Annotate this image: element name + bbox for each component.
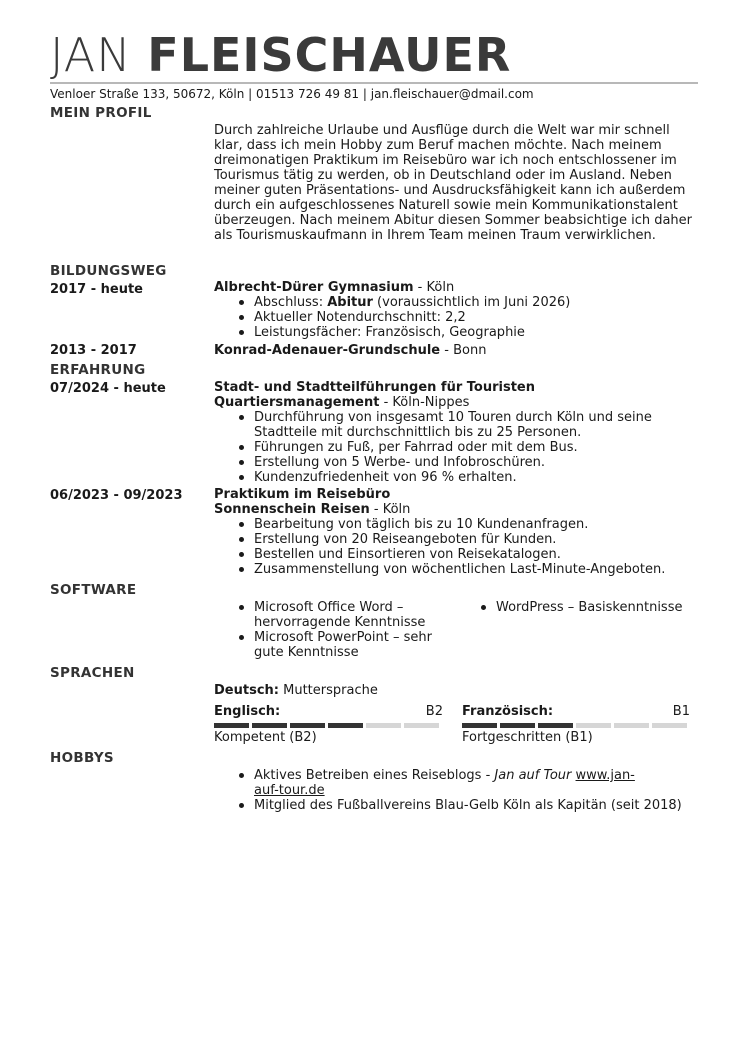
experience-bullets	[214, 410, 700, 485]
list-item: Erstellung von 5 Werbe- und Infobroschüren.	[214, 455, 700, 470]
level-segment-empty	[404, 723, 439, 728]
education-bullets	[214, 295, 700, 340]
level-segment-filled	[462, 723, 497, 728]
experience-entry	[214, 487, 700, 577]
education-date: 2013 - 2017	[50, 343, 137, 358]
list-item: Kundenzufriedenheit von 96 % erhalten.	[214, 470, 700, 485]
languages-heading: SPRACHEN	[50, 665, 135, 681]
list-item: WordPress – Basiskenntnisse	[456, 600, 700, 615]
education-entry	[214, 343, 700, 358]
list-item: Erstellung von 20 Reiseangeboten für Kunden.	[214, 532, 700, 547]
native-language-name: Deutsch:	[214, 683, 279, 698]
native-language	[214, 683, 700, 698]
list-item: Aktueller Notendurchschnitt: 2,2	[214, 310, 700, 325]
experience-entry	[214, 380, 700, 485]
blog-link[interactable]: auf-tour.de	[254, 783, 325, 798]
education-date: 2017 - heute	[50, 282, 143, 297]
list-item: Microsoft Office Word – hervorragende Kenntnisse	[214, 600, 454, 630]
header-divider	[50, 82, 698, 84]
company-name: Sonnenschein Reisen	[214, 502, 370, 517]
software-list-left	[214, 600, 454, 660]
candidate-name	[50, 28, 511, 82]
school-place: - Bonn	[440, 343, 487, 358]
education-heading: BILDUNGSWEG	[50, 263, 167, 279]
list-item: Mitglied des Fußballvereins Blau-Gelb Köln als Kapitän (seit 2018)	[214, 798, 700, 813]
company-place: - Köln-Nippes	[379, 395, 470, 410]
list-item: Leistungsfächer: Französisch, Geographie	[214, 325, 700, 340]
list-item: Microsoft PowerPoint – sehr gute Kenntnisse	[214, 630, 454, 660]
job-title: Praktikum im Reisebüro	[214, 487, 391, 502]
language-name: Französisch:	[462, 704, 554, 719]
level-segment-filled	[328, 723, 363, 728]
level-segment-filled	[538, 723, 573, 728]
language-level: B1	[672, 704, 690, 719]
contact-line: Venloer Straße 133, 50672, Köln | 01513 726 49 81 | jan.fleischauer@dmail.com	[50, 87, 534, 101]
experience-heading: ERFAHRUNG	[50, 362, 146, 378]
hobbies-heading: HOBBYS	[50, 750, 114, 766]
company-place: - Köln	[369, 502, 411, 517]
language-level-bar	[462, 723, 690, 728]
list-item: Aktives Betreiben eines Reiseblogs - Jan auf Tour www.jan- auf-tour.de	[214, 768, 700, 798]
language-skill-french	[462, 704, 690, 745]
hobbies-list	[214, 768, 700, 813]
language-name: Englisch:	[214, 704, 281, 719]
school-name: Konrad-Adenauer-Grundschule	[214, 343, 441, 358]
level-segment-filled	[290, 723, 325, 728]
software-list-right	[456, 600, 700, 615]
company-name: Quartiersmanagement	[214, 395, 380, 410]
list-item: Zusammenstellung von wöchentlichen Last-Minute-Angeboten.	[214, 562, 700, 577]
blog-link[interactable]: www.jan-	[575, 768, 635, 783]
language-level: B2	[425, 704, 443, 719]
language-description: Kompetent (B2)	[214, 730, 317, 745]
level-segment-empty	[366, 723, 401, 728]
level-segment-empty	[614, 723, 649, 728]
school-place: - Köln	[413, 280, 455, 295]
level-segment-filled	[252, 723, 287, 728]
job-title: Stadt- und Stadtteilführungen für Touristen	[214, 380, 536, 395]
experience-date: 07/2024 - heute	[50, 381, 166, 396]
first-name: JAN	[50, 28, 132, 82]
level-segment-filled	[500, 723, 535, 728]
level-segment-empty	[652, 723, 687, 728]
native-language-level: Muttersprache	[278, 683, 378, 698]
education-entry	[214, 280, 700, 340]
language-level-bar	[214, 723, 443, 728]
list-item: Bearbeitung von täglich bis zu 10 Kundenanfragen.	[214, 517, 700, 532]
list-item: Durchführung von insgesamt 10 Touren durch Köln und seine Stadtteile mit durchschnittlich bis zu 25 Personen.	[214, 410, 700, 440]
school-name: Albrecht-Dürer Gymnasium	[214, 280, 414, 295]
list-item: Bestellen und Einsortieren von Reisekatalogen.	[214, 547, 700, 562]
last-name: FLEISCHAUER	[147, 28, 512, 82]
list-item: Abschluss: Abitur (voraussichtlich im Juni 2026)	[214, 295, 700, 310]
software-heading: SOFTWARE	[50, 582, 137, 598]
blog-name: Jan auf Tour	[494, 768, 572, 783]
level-segment-empty	[576, 723, 611, 728]
language-skill-english	[214, 704, 443, 745]
experience-date: 06/2023 - 09/2023	[50, 488, 183, 503]
profile-text: Durch zahlreiche Urlaube und Ausflüge durch die Welt war mir schnell klar, dass ich mein Hobby zum Beruf machen möchte. Nach meinem dreimonatigen Praktikum im Reisebüro war ich noch entschlossener im Tourismus tätig zu werden, ob in Deutschland oder im Ausland. Neben meiner guten Präsentations- und Ausdrucksfähigkeit kann ich außerdem durch ein aufgeschlossenes Naturell sowie mein Kommunikationstalent überzeugen. Nach meinem Abitur diesen Sommer beabsichtige ich daher als Tourismuskaufmann in Ihrem Team meinen Traum verwirklichen.	[214, 123, 693, 243]
language-description: Fortgeschritten (B1)	[462, 730, 593, 745]
list-item: Führungen zu Fuß, per Fahrrad oder mit dem Bus.	[214, 440, 700, 455]
experience-bullets	[214, 517, 700, 577]
level-segment-filled	[214, 723, 249, 728]
profile-heading: MEIN PROFIL	[50, 105, 152, 121]
